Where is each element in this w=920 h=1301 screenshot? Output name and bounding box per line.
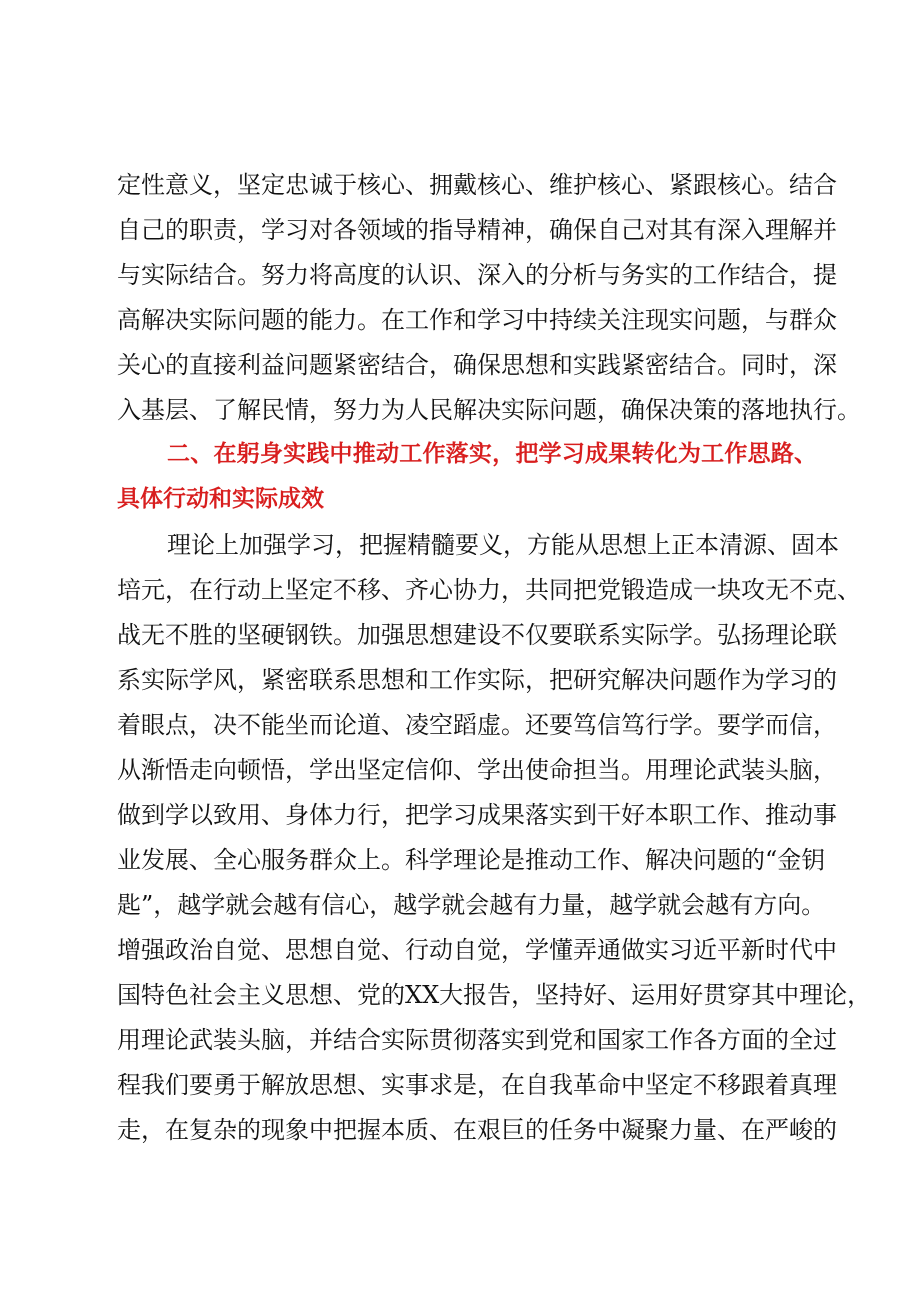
paragraph-line: 从渐悟走向顿悟，学出坚定信仰、学出使命担当。用理论武装头脑， [117, 756, 837, 784]
paragraph-line: 程我们要勇于解放思想、实事求是，在自我革命中坚定不移跟着真理 [117, 1071, 837, 1099]
paragraph-line: 高解决实际问题的能力。在工作和学习中持续关注现实问题，与群众 [117, 306, 837, 334]
paragraph-line: 理论上加强学习，把握精髓要义，方能从思想上正本清源、固本 [167, 531, 839, 559]
paragraph-line: 着眼点，决不能坐而论道、凌空蹈虚。还要笃信笃行学。要学而信， [117, 711, 837, 739]
paragraph-line: 做到学以致用、身体力行，把学习成果落实到干好本职工作、推动事 [117, 801, 837, 829]
paragraph-line: 与实际结合。努力将高度的认识、深入的分析与务实的工作结合，提 [117, 261, 837, 289]
paragraph-line: 用理论武装头脑，并结合实际贯彻落实到党和国家工作各方面的全过 [117, 1026, 837, 1054]
section-heading-line: 二、在躬身实践中推动工作落实，把学习成果转化为工作思路、 [167, 441, 817, 467]
paragraph-line: 自己的职责，学习对各领域的指导精神，确保自己对其有深入理解并 [117, 216, 837, 244]
paragraph-line: 关心的直接利益问题紧密结合，确保思想和实践紧密结合。同时，深 [117, 351, 837, 379]
paragraph-line: 国特色社会主义思想、党的XX大报告，坚持好、运用好贯穿其中理论， [117, 981, 872, 1009]
paragraph-line: 业发展、全心服务群众上。科学理论是推动工作、解决问题的“金钥 [117, 846, 826, 874]
paragraph-line: 匙”，越学就会越有信心，越学就会越有力量，越学就会越有方向。 [117, 891, 826, 919]
paragraph-line: 增强政治自觉、思想自觉、行动自觉，学懂弄通做实习近平新时代中 [117, 936, 837, 964]
paragraph-line: 入基层、了解民情，努力为人民解决实际问题，确保决策的落地执行。 [117, 396, 861, 424]
paragraph-line: 培元，在行动上坚定不移、齐心协力，共同把党锻造成一块攻无不克、 [117, 576, 861, 604]
section-heading-line: 具体行动和实际成效 [117, 486, 324, 512]
paragraph-line: 走，在复杂的现象中把握本质、在艰巨的任务中凝聚力量、在严峻的 [117, 1116, 837, 1144]
paragraph-line: 战无不胜的坚硬钢铁。加强思想建设不仅要联系实际学。弘扬理论联 [117, 621, 837, 649]
paragraph-line: 系实际学风，紧密联系思想和工作实际，把研究解决问题作为学习的 [117, 666, 837, 694]
paragraph-line: 定性意义，坚定忠诚于核心、拥戴核心、维护核心、紧跟核心。结合 [117, 171, 837, 199]
